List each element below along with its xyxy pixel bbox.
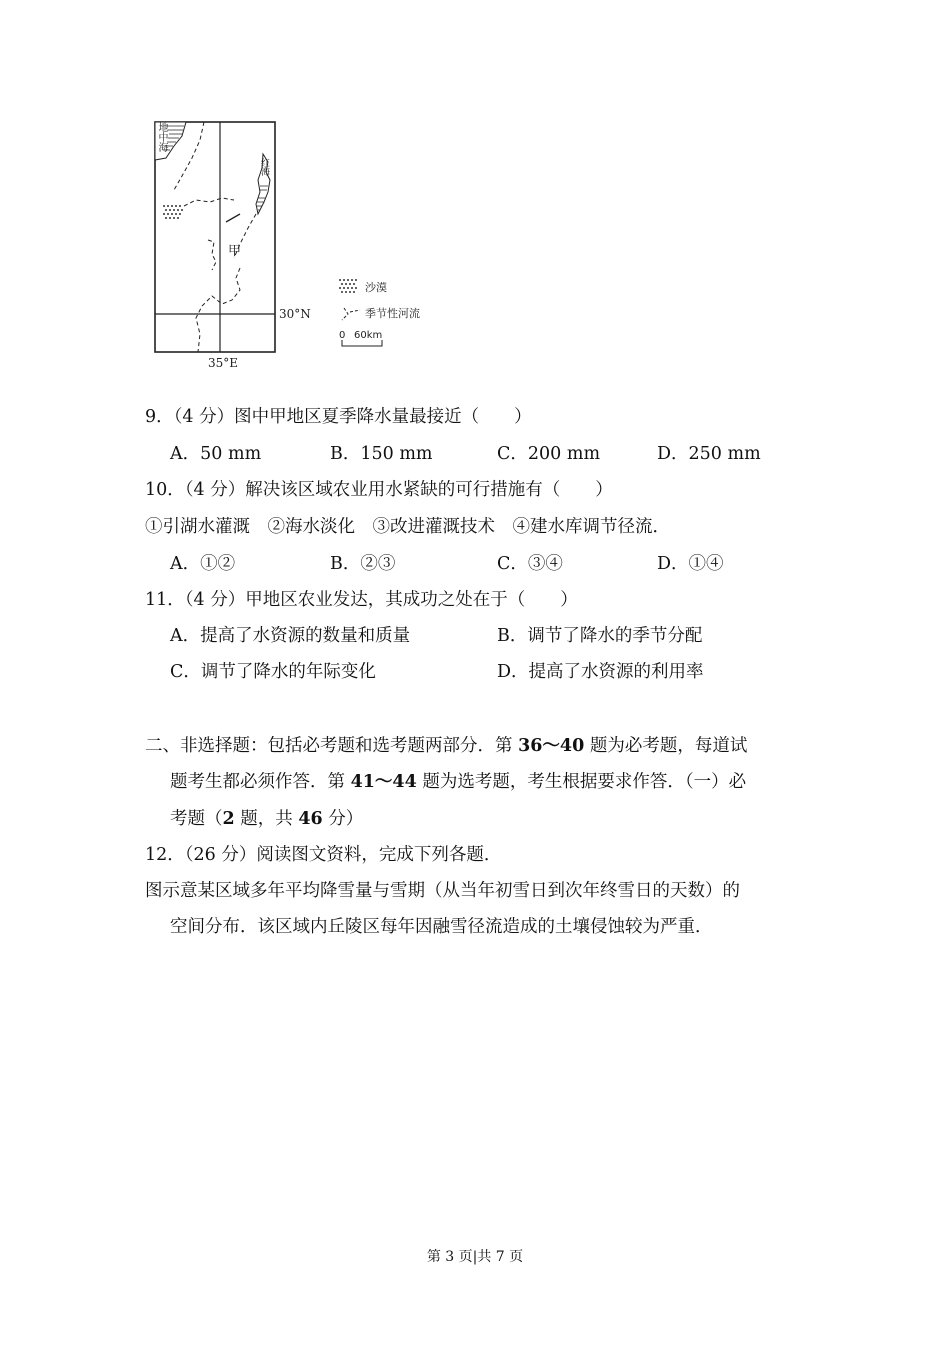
q10-option-d[interactable]: D．①④ [657,554,724,574]
section2-text: 考题（ [170,809,223,829]
q11-option-d[interactable]: D．提高了水资源的利用率 [497,662,704,682]
q10-option-c[interactable]: C．③④ [497,554,563,574]
section2-text: 题为选考题，考生根据要求作答．（一）必 [416,772,747,792]
jia-marker-line [226,214,240,222]
section2-text: 分） [322,809,364,829]
question-12-para2: 空间分布．该区域内丘陵区每年因融雪径流造成的土壤侵蚀较为严重． [170,917,713,937]
section2-line1 [145,732,747,757]
question-11-stem: 11．（4 分）甲地区农业发达，其成功之处在于（ ） [145,590,578,610]
legend-desert-symbol [339,279,357,293]
seasonal-river-1 [208,240,216,270]
section2-text: 题，共 [234,809,299,829]
section2-count: 2 [222,809,235,829]
legend-desert-label: 沙漠 [365,281,387,294]
q11-option-b[interactable]: B．调节了降水的季节分配 [497,626,703,646]
mediterranean-label: 地中海 [156,122,167,152]
q9-option-c[interactable]: C．200 mm [497,444,601,464]
question-12-stem: 12．（26 分）阅读图文资料，完成下列各题． [145,845,502,865]
region-map-figure [152,118,452,378]
legend-river-symbol [342,308,360,320]
question-10-measures: ①引湖水灌溉 ②海水淡化 ③改进灌溉技术 ④建水库调节径流． [145,517,670,537]
desert-dots [163,205,183,219]
section2-text: 题为必考题，每道试 [584,736,748,756]
section2-points: 46 [298,809,323,829]
q9-option-a[interactable]: A．50 mm [170,444,262,464]
latitude-label: 30°N [279,307,311,321]
seasonal-river-2 [196,268,240,352]
q10-option-b[interactable]: B．②③ [330,554,396,574]
q10-option-a[interactable]: A．①② [170,554,236,574]
q9-option-b[interactable]: B．150 mm [330,444,433,464]
section2-text: 题考生都必须作答．第 [170,772,351,792]
jia-label: 甲 [228,244,242,259]
section2-range-required: 36～40 [518,736,585,756]
map-frame [155,122,275,352]
section2-line2 [170,768,746,793]
red-sea-label: 红海 [259,158,269,176]
question-10-stem: 10．（4 分）解决该区域农业用水紧缺的可行措施有（ ） [145,480,613,500]
question-9-stem: 9．（4 分）图中甲地区夏季降水量最接近（ ） [145,407,532,427]
boundary-line-2 [184,198,234,206]
page-footer: 第 3 页|共 7 页 [426,1249,524,1265]
q11-option-c[interactable]: C．调节了降水的年际变化 [170,662,376,682]
region-map [152,118,452,378]
q9-option-d[interactable]: D．250 mm [657,444,761,464]
question-12-para1: 图示意某区域多年平均降雪量与雪期（从当年初雪日到次年终雪日的天数）的 [145,881,740,901]
longitude-label: 35°E [208,356,239,370]
legend-river-label: 季节性河流 [365,307,420,320]
section2-line3 [170,805,363,830]
section2-range-optional: 41～44 [350,772,417,792]
section2-text: 二、非选择题：包括必考题和选考题两部分．第 [145,736,519,756]
scale-zero-label: 0 [339,330,346,341]
scale-value-label: 60km [354,330,383,341]
q11-option-a[interactable]: A．提高了水资源的数量和质量 [170,626,411,646]
